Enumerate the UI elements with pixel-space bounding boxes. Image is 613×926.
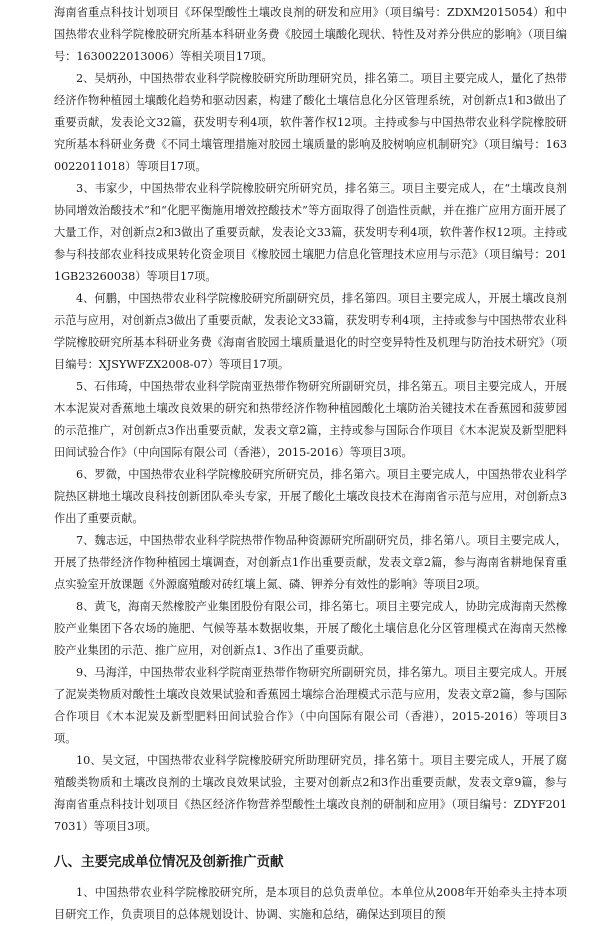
contributor-paragraph: 2、吴炳孙，中国热带农业科学院橡胶研究所助理研究员，排名第二。项目主要完成人，量化了热带经济作物种植园土壤酸化趋势和驱动因素，构建了酸化土壤信息化分区管理系统，对创新点1和3做出了重要贡献，发表论文32篇，获发明专利4项，软件著作权12项。主持或参与中国热带农业科学院橡胶研究所基本科研业务费《不同土壤管理措施对胶园土壤质量的影响及胶树响应机制研究》（项目编号：1630022011018）等项目17项。 bbox=[54, 72, 567, 173]
contributor-paragraph: 10、吴文冠，中国热带农业科学院橡胶研究所助理研究员，排名第十。项目主要完成人，开展了腐殖酸类物质和土壤改良剂的土壤改良效果试验，主要对创新点2和3作出重要贡献，发表文章9篇，参与海南省重点科技计划项目《热区经济作物营养型酸性土壤改良剂的研制和应用》（项目编号：ZDYF2017031）等项目3项。 bbox=[54, 754, 567, 833]
contributor-paragraph: 5、石伟琦，中国热带农业科学院南亚热带作物研究所副研究员，排名第五。项目主要完成人，开展木本泥炭对香蕉地土壤改良效果的研究和热带经济作物种植园酸化土壤防治关键技术在香蕉园和菠萝园的示范推广，对创新点3作出重要贡献，发表文章2篇，主持或参与国际合作项目《木本泥炭及新型肥料田间试验合作》（中向国际有限公司（香港），2015-2016）等项目3项。 bbox=[54, 380, 567, 459]
contributor-paragraph: 7、魏志远，中国热带农业科学院热带作物品种资源研究所副研究员，排名第八。项目主要完成人，开展了热带经济作物种植园土壤调查，对创新点1作出重要贡献，发表文章2篇，参与海南省耕地保育重点实验室开放课题《外源腐殖酸对砖红壤上氮、磷、钾养分有效性的影响》等项目2项。 bbox=[54, 534, 567, 591]
contributor-list bbox=[54, 2, 567, 838]
contributor-paragraph: 海南省重点科技计划项目《环保型酸性土壤改良剂的研发和应用》（项目编号：ZDXM2015054）和中国热带农业科学院橡胶研究所基本科研业务费《胶园土壤酸化现状、特性及对养分供应的影响》（项目编号：1630022013006）等相关项目17项。 bbox=[54, 6, 567, 63]
unit-paragraph: 1、中国热带农业科学院橡胶研究所，是本项目的总负责单位。本单位从2008年开始牵头主持本项目研究工作，负责项目的总体规划设计、协调、实施和总结，确保达到项目的预 bbox=[54, 886, 567, 921]
contributor-paragraph: 9、马海洋，中国热带农业科学院南亚热带作物研究所副研究员，排名第九。项目主要完成人。开展了泥炭类物质对酸性土壤改良效果试验和香蕉园土壤综合治理模式示范与应用，发表文章2篇，参与国际合作项目《木本泥炭及新型肥料田间试验合作》（中向国际有限公司（香港），2015-2016）等项目3项。 bbox=[54, 666, 567, 745]
contributor-paragraph: 4、何鹏，中国热带农业科学院橡胶研究所副研究员，排名第四。项目主要完成人，开展土壤改良剂示范与应用，对创新点3做出了重要贡献，发表论文33篇，获发明专利4项，主持或参与中国热带农业科学院橡胶研究所基本科研业务费《海南省胶园土壤质量退化的时空变异特性及机理与防治技术研究》（项目编号：XJSYWFZX2008-07）等项目17项。 bbox=[54, 292, 567, 371]
contributor-paragraph: 3、韦家少，中国热带农业科学院橡胶研究所研究员，排名第三。项目主要完成人，在“土壤改良剂协同增效治酸技术”和“化肥平衡施用增效控酸技术”等方面取得了创造性贡献，并在推广应用方面开展了大量工作，对创新点2和3做出了重要贡献，发表论文33篇，获发明专利4项，软件著作权12项。主持或参与科技部农业科技成果转化资金项目《橡胶园土壤肥力信息化管理技术应用与示范》（项目编号：2011GB23260038）等项目17项。 bbox=[54, 182, 567, 283]
contributor-paragraph: 6、罗微，中国热带农业科学院橡胶研究所研究员，排名第六。项目主要完成人，中国热带农业科学院热区耕地土壤改良科技创新团队牵头专家，开展了酸化土壤改良技术在海南省示范与应用，对创新点3作出了重要贡献。 bbox=[54, 468, 567, 525]
contributor-paragraph: 8、黄飞，海南天然橡胶产业集团股份有限公司，排名第七。项目主要完成人，协助完成海南天然橡胶产业集团下各农场的施肥、气候等基本数据收集，开展了酸化土壤信息化分区管理模式在海南天然橡胶产业集团的示范、推广应用，对创新点1、3作出了重要贡献。 bbox=[54, 600, 567, 657]
section-heading: 八、主要完成单位情况及创新推广贡献 bbox=[54, 854, 284, 870]
